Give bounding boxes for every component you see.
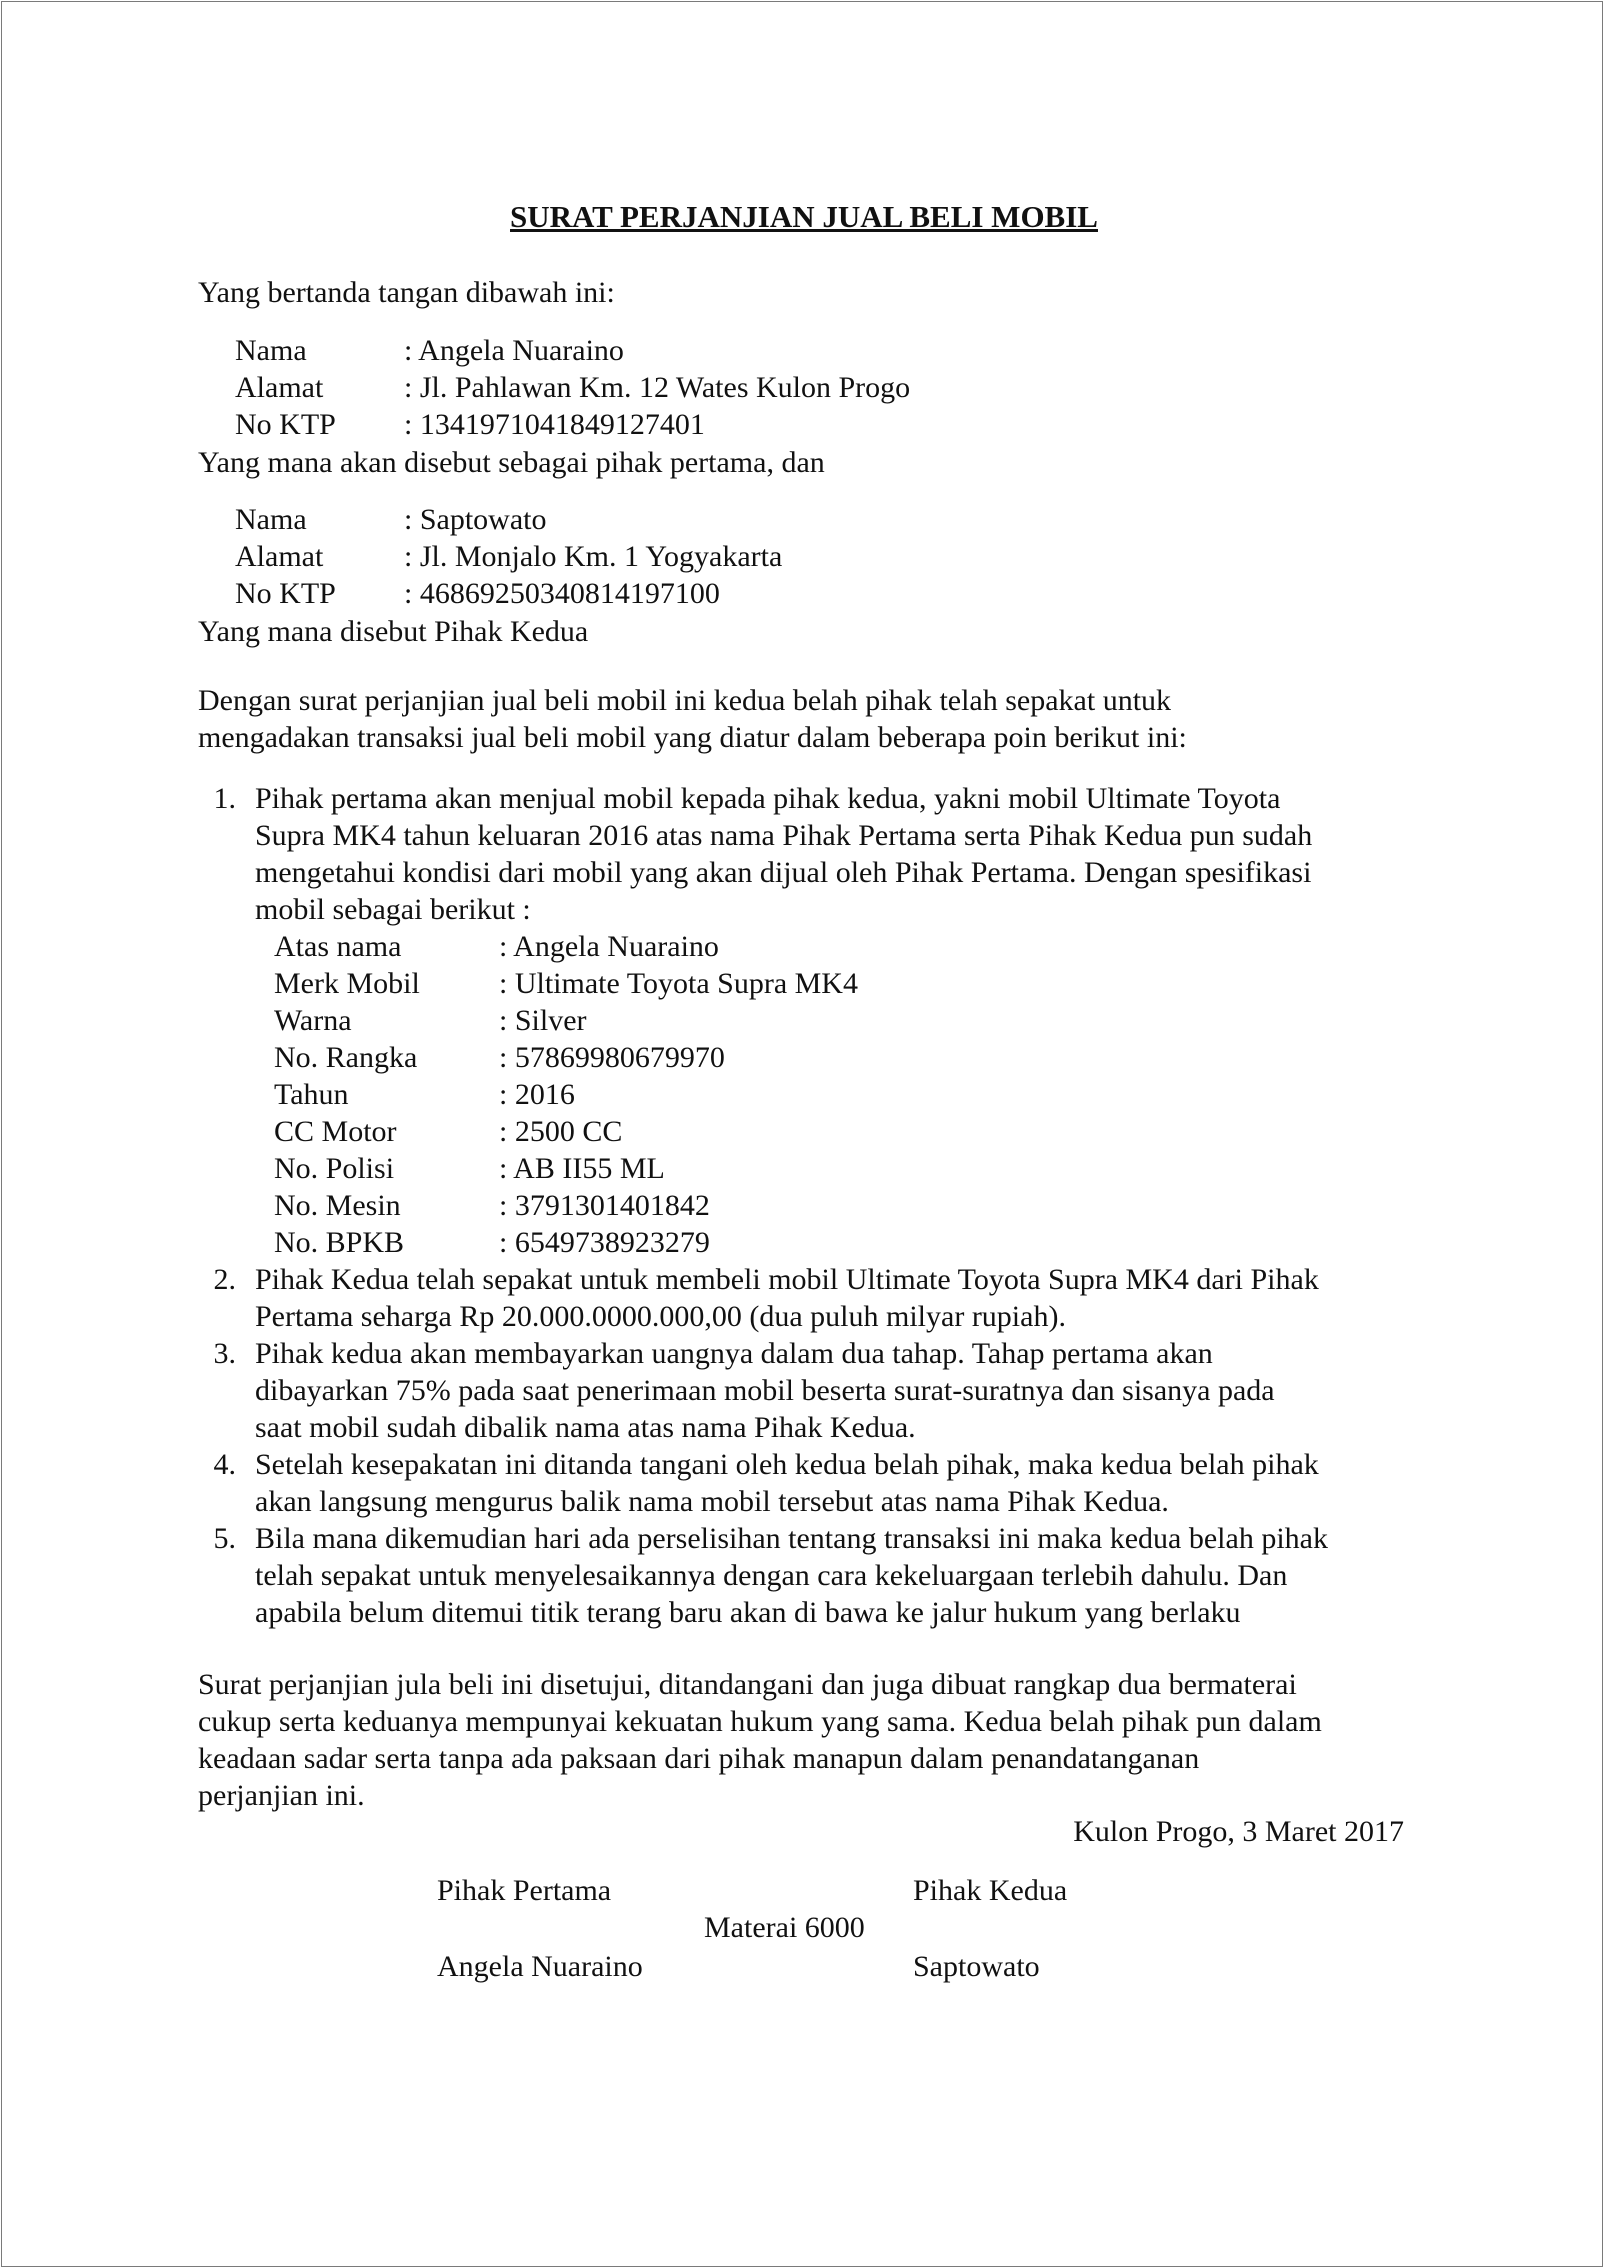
point-line: Pihak kedua akan membayarkan uangnya dalam dua tahap. Tahap pertama akan bbox=[255, 1337, 1213, 1370]
party1-ktp-value: : 1341971041849127401 bbox=[404, 408, 705, 441]
point-number: 1. bbox=[213, 782, 236, 815]
intro-text: Yang bertanda tangan dibawah ini: bbox=[198, 276, 615, 309]
point-number: 2. bbox=[213, 1263, 236, 1296]
spec-label: No. BPKB bbox=[274, 1226, 405, 1259]
point-line: Pihak Kedua telah sepakat untuk membeli mobil Ultimate Toyota Supra MK4 dari Pihak bbox=[255, 1263, 1319, 1296]
party2-closing: Yang mana disebut Pihak Kedua bbox=[198, 615, 589, 648]
agreement-intro-line: Dengan surat perjanjian jual beli mobil ini kedua belah pihak telah sepakat untuk bbox=[198, 684, 1172, 717]
point-line: dibayarkan 75% pada saat penerimaan mobil beserta surat-suratnya dan sisanya pada bbox=[255, 1374, 1275, 1407]
point-number: 5. bbox=[213, 1522, 236, 1555]
party2-address-value: : Jl. Monjalo Km. 1 Yogyakarta bbox=[404, 540, 783, 573]
closing-line: perjanjian ini. bbox=[198, 1779, 365, 1812]
spec-label: No. Mesin bbox=[274, 1189, 401, 1222]
spec-value: : 6549738923279 bbox=[499, 1226, 710, 1259]
point-line: mengetahui kondisi dari mobil yang akan dijual oleh Pihak Pertama. Dengan spesifikasi bbox=[255, 856, 1312, 889]
party2-signature-title: Pihak Kedua bbox=[913, 1874, 1068, 1907]
party1-closing: Yang mana akan disebut sebagai pihak pertama, dan bbox=[198, 446, 825, 479]
party2-name-value: : Saptowato bbox=[404, 503, 547, 536]
party1-name-value: : Angela Nuaraino bbox=[404, 334, 624, 367]
point-line: apabila belum ditemui titik terang baru akan di bawa ke jalur hukum yang berlaku bbox=[255, 1596, 1241, 1629]
party1-address-value: : Jl. Pahlawan Km. 12 Wates Kulon Progo bbox=[404, 371, 911, 404]
point-line: mobil sebagai berikut : bbox=[255, 893, 531, 926]
document-page bbox=[1, 1, 1603, 2267]
party2-name-label: Nama bbox=[235, 503, 307, 536]
point-line: Pihak pertama akan menjual mobil kepada pihak kedua, yakni mobil Ultimate Toyota bbox=[255, 782, 1281, 815]
spec-value: : Silver bbox=[499, 1004, 587, 1037]
spec-label: Atas nama bbox=[274, 930, 402, 963]
spec-label: Warna bbox=[274, 1004, 352, 1037]
closing-line: keadaan sadar serta tanpa ada paksaan dari pihak manapun dalam penandatanganan bbox=[198, 1742, 1200, 1775]
agreement-intro-line: mengadakan transaksi jual beli mobil yang diatur dalam beberapa poin berikut ini: bbox=[198, 721, 1187, 754]
point-line: Bila mana dikemudian hari ada perselisihan tentang transaksi ini maka kedua belah pihak bbox=[255, 1522, 1328, 1555]
point-line: Setelah kesepakatan ini ditanda tangani oleh kedua belah pihak, maka kedua belah pihak bbox=[255, 1448, 1319, 1481]
point-line: telah sepakat untuk menyelesaikannya dengan cara kekeluargaan terlebih dahulu. Dan bbox=[255, 1559, 1288, 1592]
spec-value: : 2500 CC bbox=[499, 1115, 623, 1148]
spec-value: : 57869980679970 bbox=[499, 1041, 725, 1074]
closing-line: cukup serta keduanya mempunyai kekuatan hukum yang sama. Kedua belah pihak pun dalam bbox=[198, 1705, 1322, 1738]
party1-ktp-label: No KTP bbox=[235, 408, 336, 441]
document-title: SURAT PERJANJIAN JUAL BELI MOBIL bbox=[510, 199, 1098, 234]
point-line: Pertama seharga Rp 20.000.0000.000,00 (dua puluh milyar rupiah). bbox=[255, 1300, 1066, 1333]
spec-value: : 2016 bbox=[499, 1078, 575, 1111]
place-date: Kulon Progo, 3 Maret 2017 bbox=[1073, 1815, 1404, 1848]
party2-signature-name: Saptowato bbox=[913, 1950, 1040, 1983]
party2-ktp-label: No KTP bbox=[235, 577, 336, 610]
point-line: saat mobil sudah dibalik nama atas nama Pihak Kedua. bbox=[255, 1411, 916, 1444]
spec-label: Merk Mobil bbox=[274, 967, 420, 1000]
point-line: Supra MK4 tahun keluaran 2016 atas nama Pihak Pertama serta Pihak Kedua pun sudah bbox=[255, 819, 1313, 852]
party1-signature-title: Pihak Pertama bbox=[437, 1874, 612, 1907]
spec-label: Tahun bbox=[274, 1078, 349, 1111]
spec-label: No. Rangka bbox=[274, 1041, 418, 1074]
party2-ktp-value: : 46869250340814197100 bbox=[404, 577, 720, 610]
party1-address-label: Alamat bbox=[235, 371, 324, 404]
stamp-label: Materai 6000 bbox=[704, 1911, 865, 1944]
spec-value: : 3791301401842 bbox=[499, 1189, 710, 1222]
spec-value: : Angela Nuaraino bbox=[499, 930, 719, 963]
spec-value: : AB II55 ML bbox=[499, 1152, 665, 1185]
point-line: akan langsung mengurus balik nama mobil tersebut atas nama Pihak Kedua. bbox=[255, 1485, 1169, 1518]
point-number: 4. bbox=[213, 1448, 236, 1481]
party2-address-label: Alamat bbox=[235, 540, 324, 573]
point-number: 3. bbox=[213, 1337, 236, 1370]
party1-signature-name: Angela Nuaraino bbox=[437, 1950, 643, 1983]
party1-name-label: Nama bbox=[235, 334, 307, 367]
spec-value: : Ultimate Toyota Supra MK4 bbox=[499, 967, 858, 1000]
spec-label: No. Polisi bbox=[274, 1152, 395, 1185]
spec-label: CC Motor bbox=[274, 1115, 397, 1148]
closing-line: Surat perjanjian jula beli ini disetujui, ditandangani dan juga dibuat rangkap dua bermaterai bbox=[198, 1668, 1297, 1701]
